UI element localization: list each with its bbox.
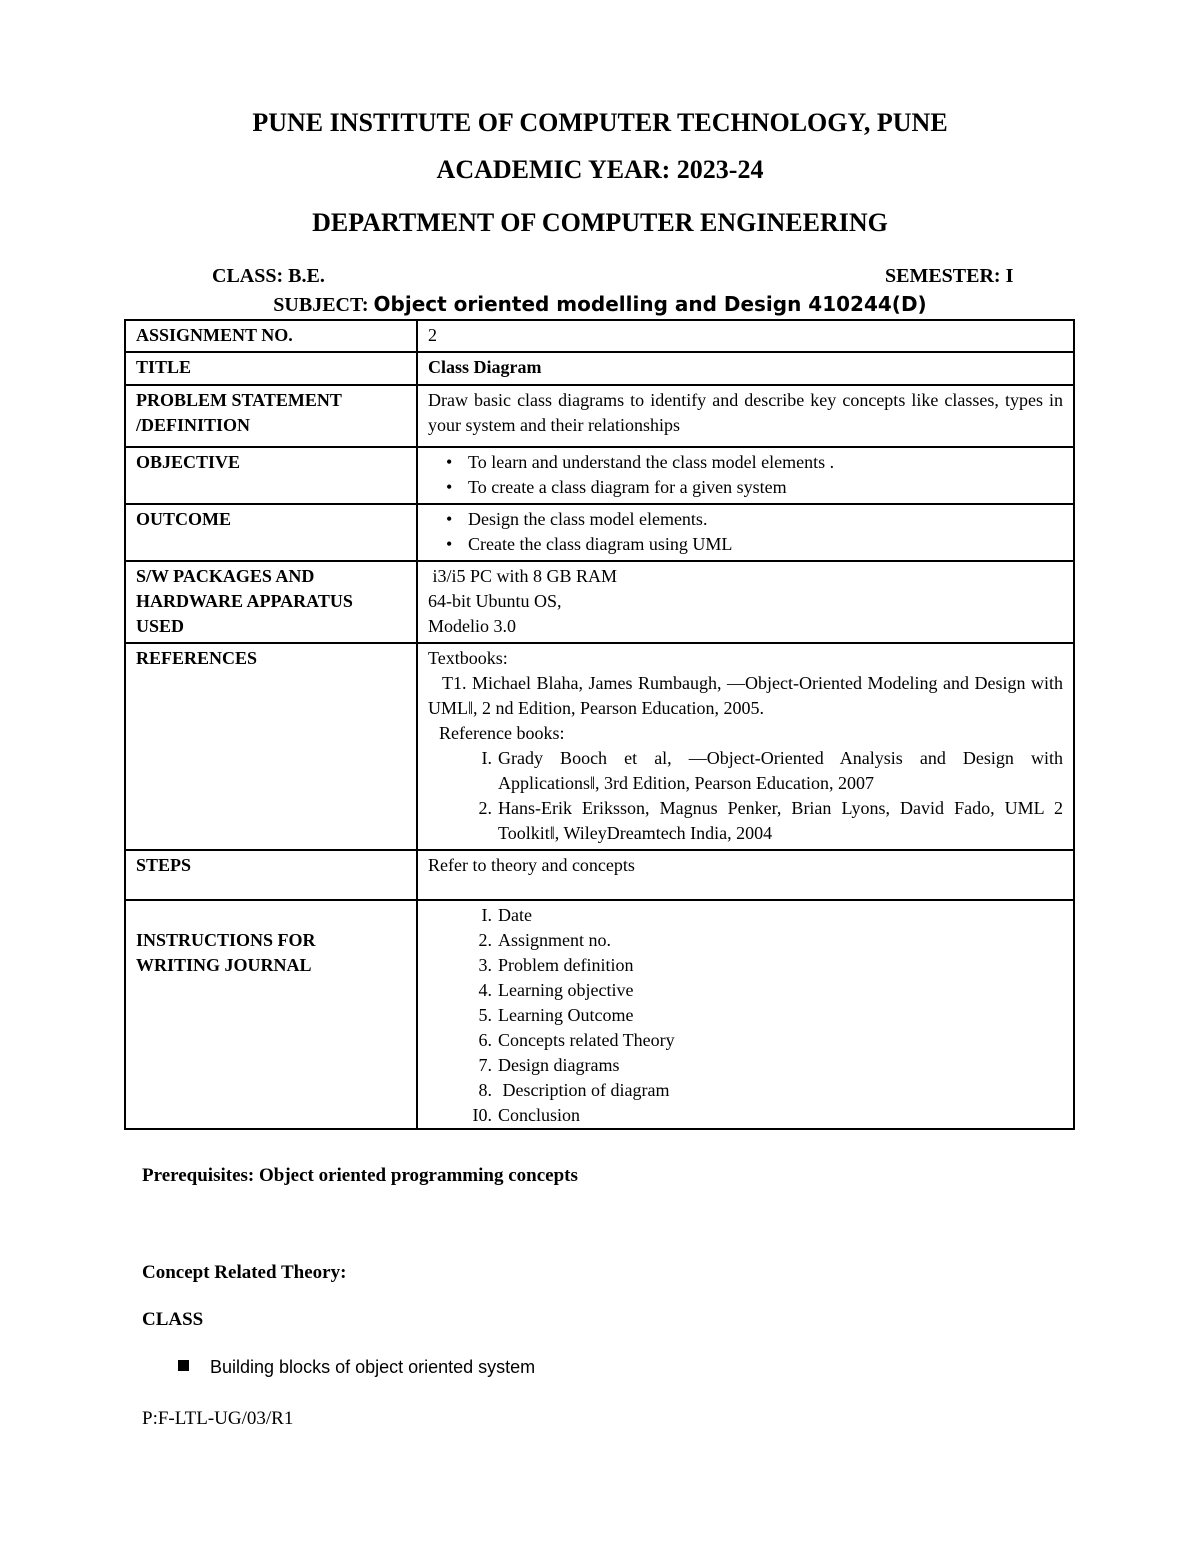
steps-label: STEPS [125, 850, 417, 900]
academic-year: ACADEMIC YEAR: 2023-24 [436, 155, 764, 184]
list-item: I. Grady Booch et al, —Object-Oriented Analysis and Design with Applications‖, 3rd Edition, Pearson Education, 2007 [481, 748, 1063, 793]
reference-list [428, 746, 1063, 846]
objective-list [428, 450, 1063, 500]
references-value [417, 643, 1074, 850]
prerequisites: Prerequisites: Object oriented programming concepts [142, 1165, 578, 1186]
subject-line [0, 292, 1200, 317]
table-row [125, 504, 1074, 561]
objective-label: OBJECTIVE [125, 447, 417, 504]
subject-label: SUBJECT: [273, 294, 374, 316]
sw-line: i3/i5 PC with 8 GB RAM [428, 566, 618, 586]
instructions-label-line: WRITING JOURNAL [136, 955, 312, 975]
list-item: 2. Hans-Erik Eriksson, Magnus Penker, Brian Lyons, David Fado, UML 2 Toolkit‖, WileyDreamtech India, 2004 [478, 798, 1063, 843]
concept-heading: Concept Related Theory: [142, 1262, 347, 1283]
textbook-t1: T1. Michael Blaha, James Rumbaugh, —Object-Oriented Modeling and Design with UML‖, 2 nd Edition, Pearson Education, 2005. [428, 673, 1063, 718]
semester-label: SEMESTER: I [885, 265, 1014, 287]
title-label: TITLE [125, 352, 417, 385]
instructions-list [428, 903, 1063, 1128]
assignment-table [124, 319, 1075, 1130]
instructions-value [417, 900, 1074, 1129]
outcome-label: OUTCOME [125, 504, 417, 561]
list-item: 3. Problem definition [478, 955, 634, 975]
list-item: 7. Design diagrams [478, 1055, 620, 1075]
list-item: 5. Learning Outcome [478, 1005, 634, 1025]
list-item: 4. Learning objective [478, 980, 634, 1000]
bullet-text: Building blocks of object oriented system [210, 1357, 536, 1377]
square-bullet-icon [178, 1360, 189, 1371]
table-row [125, 447, 1074, 504]
sw-line: 64-bit Ubuntu OS, [428, 591, 562, 611]
table-row [125, 385, 1074, 447]
problem-label-line: PROBLEM STATEMENT [136, 390, 342, 410]
footer-code: P:F-LTL-UG/03/R1 [142, 1408, 294, 1429]
list-item: 6. Concepts related Theory [478, 1030, 675, 1050]
references-label: REFERENCES [125, 643, 417, 850]
table-row [125, 850, 1074, 900]
list-item [178, 1357, 535, 1378]
institute-name: PUNE INSTITUTE OF COMPUTER TECHNOLOGY, PUNE [252, 108, 948, 137]
sw-packages-label [125, 561, 417, 643]
list-item: I0. Conclusion [472, 1105, 581, 1125]
assignment-no-value: 2 [417, 320, 1074, 352]
steps-value: Refer to theory and concepts [417, 850, 1074, 900]
sw-packages-value [417, 561, 1074, 643]
list-item: • Design the class model elements. [468, 507, 1063, 532]
problem-value: Draw basic class diagrams to identify and describe key concepts like classes, types in your system and their relationships [417, 385, 1074, 447]
table-row [125, 900, 1074, 1129]
textbooks-heading: Textbooks: [428, 648, 508, 668]
list-item: 8. Description of diagram [478, 1080, 670, 1100]
title-value: Class Diagram [417, 352, 1074, 385]
table-row [125, 643, 1074, 850]
table-row [125, 320, 1074, 352]
sw-label-line: HARDWARE APPARATUS [136, 591, 353, 611]
objective-value [417, 447, 1074, 504]
outcome-list [428, 507, 1063, 557]
class-label: CLASS: B.E. [212, 265, 325, 287]
sw-label-line: S/W PACKAGES AND [136, 566, 315, 586]
list-item: • To learn and understand the class model elements . [468, 450, 1063, 475]
department-name: DEPARTMENT OF COMPUTER ENGINEERING [312, 208, 888, 237]
sw-line: Modelio 3.0 [428, 616, 516, 636]
outcome-value [417, 504, 1074, 561]
list-item: 2. Assignment no. [478, 930, 612, 950]
reference-books-heading: Reference books: [439, 723, 565, 743]
list-item: • Create the class diagram using UML [468, 532, 1063, 557]
sw-label-line: USED [136, 616, 185, 636]
problem-label [125, 385, 417, 447]
list-item: • To create a class diagram for a given system [468, 475, 1063, 500]
assignment-no-label: ASSIGNMENT NO. [125, 320, 417, 352]
table-row [125, 561, 1074, 643]
list-item: I. Date [481, 905, 532, 925]
problem-label-line: /DEFINITION [136, 415, 251, 435]
instructions-label [125, 900, 417, 1129]
class-heading: CLASS [142, 1309, 204, 1330]
instructions-label-line: INSTRUCTIONS FOR [136, 930, 316, 950]
subject-value: Object oriented modelling and Design 410244(D) [373, 292, 927, 316]
table-row [125, 352, 1074, 385]
